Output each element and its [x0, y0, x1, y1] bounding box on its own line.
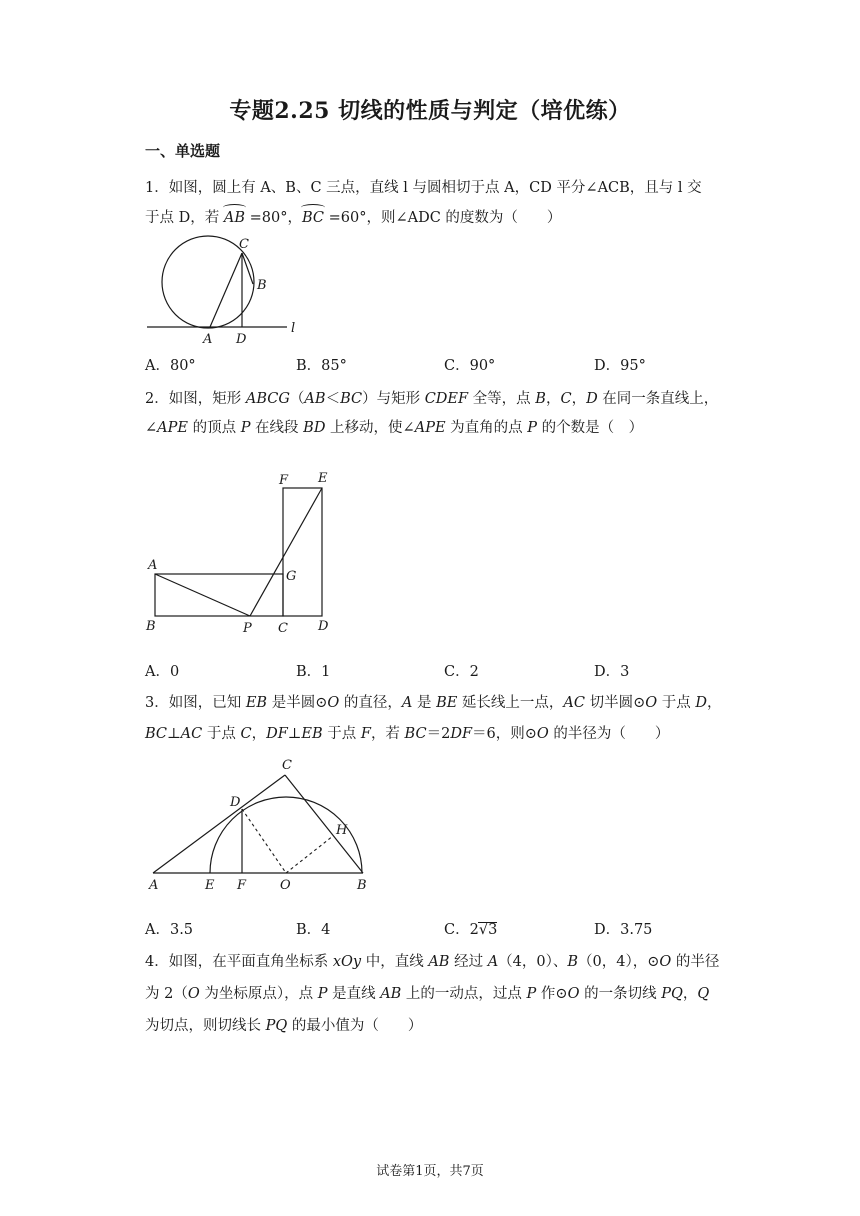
- q1-option-a[interactable]: A．80°: [145, 358, 196, 374]
- q1-label-b: B: [257, 278, 267, 293]
- q3-line-1: 3．如图，已知 EB 是半圆⊙O 的直径，A 是 BE 延长线上一点，AC 切半圆⊙O 于点 D，: [145, 695, 722, 711]
- q4-line-1: 4．如图，在平面直角坐标系 xOy 中，直线 AB 经过 A（4，0）、B（0，4），⊙O 的半径: [145, 954, 720, 970]
- q4-line-3: 为切点，则切线长 PQ 的最小值为（ ）: [145, 1018, 423, 1034]
- page-title: 专题2.25 切线的性质与判定（培优练）: [229, 98, 631, 124]
- q2-label-e: E: [318, 471, 328, 486]
- q3-option-d[interactable]: D．3.75: [594, 922, 653, 938]
- arc-bc: BC: [301, 210, 324, 226]
- arc-ab: AB: [223, 210, 245, 226]
- q2-label-d: D: [318, 619, 329, 634]
- q3-label-a: A: [149, 878, 159, 893]
- q1-option-c[interactable]: C．90°: [444, 358, 496, 374]
- q3-segment-ac: [153, 775, 285, 873]
- q2-label-f: F: [279, 473, 289, 488]
- q2-label-a: A: [148, 558, 158, 573]
- q3-option-c[interactable]: C．2√3: [444, 922, 498, 938]
- q3-label-b: B: [357, 878, 367, 893]
- q3-label-f: F: [237, 878, 247, 893]
- q3-label-d: D: [230, 795, 241, 810]
- q1-label-d: D: [236, 332, 247, 347]
- q1-label-a: A: [203, 332, 213, 347]
- q2-option-c[interactable]: C．2: [444, 664, 479, 680]
- q2-label-g: G: [286, 569, 297, 584]
- q3-options: [145, 918, 705, 938]
- q2-option-a[interactable]: A．0: [145, 664, 180, 680]
- q2-label-b: B: [146, 619, 156, 634]
- q2-option-d[interactable]: D．3: [594, 664, 630, 680]
- q1-label-l: l: [291, 321, 296, 336]
- q3-option-a[interactable]: A．3.5: [145, 922, 194, 938]
- q1-option-b[interactable]: B．85°: [296, 358, 347, 374]
- q2-option-b[interactable]: B．1: [296, 664, 331, 680]
- q3-label-e: E: [205, 878, 215, 893]
- sqrt-symbol: √3: [478, 922, 498, 938]
- q3-label-c: C: [282, 758, 292, 773]
- q2-label-p: P: [243, 621, 252, 636]
- q3-dashed-od: [242, 809, 286, 873]
- q1-line-1: 1．如图，圆上有 A、B、C 三点，直线 l 与圆相切于点 A，CD 平分∠ACB，且与 l 交: [145, 180, 702, 196]
- section-heading: 一、单选题: [145, 142, 221, 160]
- q4-line-2: 为 2（O 为坐标原点），点 P 是直线 AB 上的一动点，过点 P 作⊙O 的一条切线 PQ，Q: [145, 986, 710, 1002]
- q1-line-2: 于点 D，若 AB =80°，BC =60°，则∠ADC 的度数为（ ）: [145, 210, 562, 226]
- q2-label-c: C: [278, 621, 288, 636]
- q2-line-1: 2．如图，矩形 ABCG（AB＜BC）与矩形 CDEF 全等，点 B，C，D 在同一条直线上，: [145, 391, 719, 407]
- q3-option-b[interactable]: B．4: [296, 922, 331, 938]
- q1-label-c: C: [239, 237, 249, 252]
- page-footer: 试卷第1页，共7页: [376, 1164, 484, 1179]
- q1-option-d[interactable]: D．95°: [594, 358, 646, 374]
- q2-line-2: ∠APE 的顶点 P 在线段 BD 上移动，使∠APE 为直角的点 P 的个数是（ ）: [145, 420, 644, 436]
- q3-dashed-oh: [286, 836, 333, 873]
- q3-segment-cb: [285, 775, 363, 873]
- q3-line-2: BC⊥AC 于点 C，DF⊥EB 于点 F，若 BC＝2DF＝6，则⊙O 的半径为（ ）: [145, 726, 670, 742]
- q3-label-o: O: [280, 878, 291, 893]
- q3-label-h: H: [336, 823, 348, 838]
